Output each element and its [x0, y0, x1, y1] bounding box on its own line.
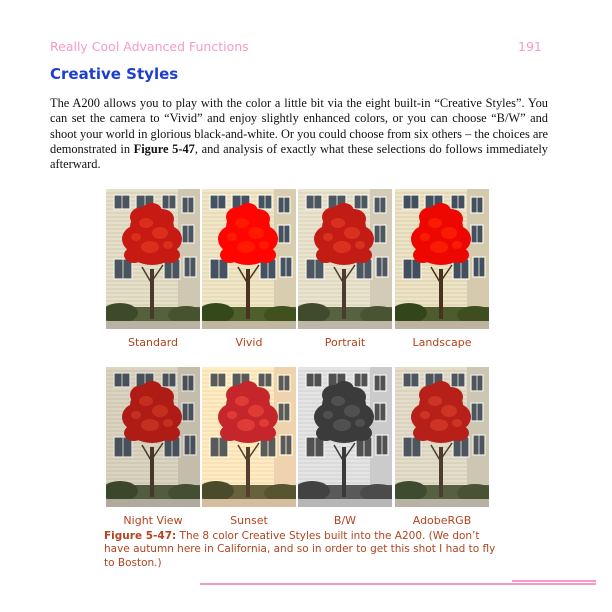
footer-rule-accent: [512, 580, 596, 582]
photo-landscape-image: [395, 189, 489, 329]
photo-landscape: [395, 189, 489, 329]
paragraph-text-end: , and analysis of exactly what these selections do follows immediately afterward.: [50, 141, 548, 172]
label-sunset: Sunset: [230, 514, 268, 527]
photo-vivid-image: [202, 189, 296, 329]
photo-bw: [298, 367, 392, 507]
photo-vivid: [202, 189, 296, 329]
photo-standard: [106, 189, 200, 329]
photo-night-view: [106, 367, 200, 507]
photo-adobergb: [395, 367, 489, 507]
label-standard: Standard: [127, 336, 179, 349]
photo-portrait: [298, 189, 392, 329]
footer-rule: [200, 583, 596, 585]
photo-standard-image: [106, 189, 200, 329]
photo-night-view-image: [106, 367, 200, 507]
paragraph-text-start: The A200 allows you to play with the color a little bit via the eight built-in “Creative Styles”. You can set the camera to “Vivid” and enjoy slightly enhanced colors, or you can choose “B/W” and shoot your world in glorious black-and-white. Or you could choose from six others – the choices are demonstrated in: [50, 96, 548, 156]
body-paragraph: [50, 96, 548, 172]
photo-bw-image: [298, 367, 392, 507]
label-adobergb: AdobeRGB: [412, 514, 472, 527]
photo-portrait-image: [298, 189, 392, 329]
figure-caption-text: The 8 color Creative Styles built into the A200. (We don’t have autumn here in California, and so in order to get this shot I had to fly to Boston.): [104, 530, 496, 569]
figure-caption-label: Figure 5-47:: [104, 530, 177, 542]
label-night-view: Night View: [123, 514, 183, 527]
running-header-chapter: Really Cool Advanced Functions: [50, 39, 249, 54]
photo-sunset-image: [202, 367, 296, 507]
label-portrait: Portrait: [324, 336, 366, 349]
label-vivid: Vivid: [235, 336, 263, 349]
label-landscape: Landscape: [412, 336, 472, 349]
page-number: 191: [518, 39, 542, 54]
figure-caption: [104, 530, 504, 570]
figure-reference: Figure 5-47: [133, 141, 195, 156]
section-title: Creative Styles: [50, 65, 179, 83]
photo-adobergb-image: [395, 367, 489, 507]
photo-sunset: [202, 367, 296, 507]
label-bw: B/W: [333, 514, 357, 527]
